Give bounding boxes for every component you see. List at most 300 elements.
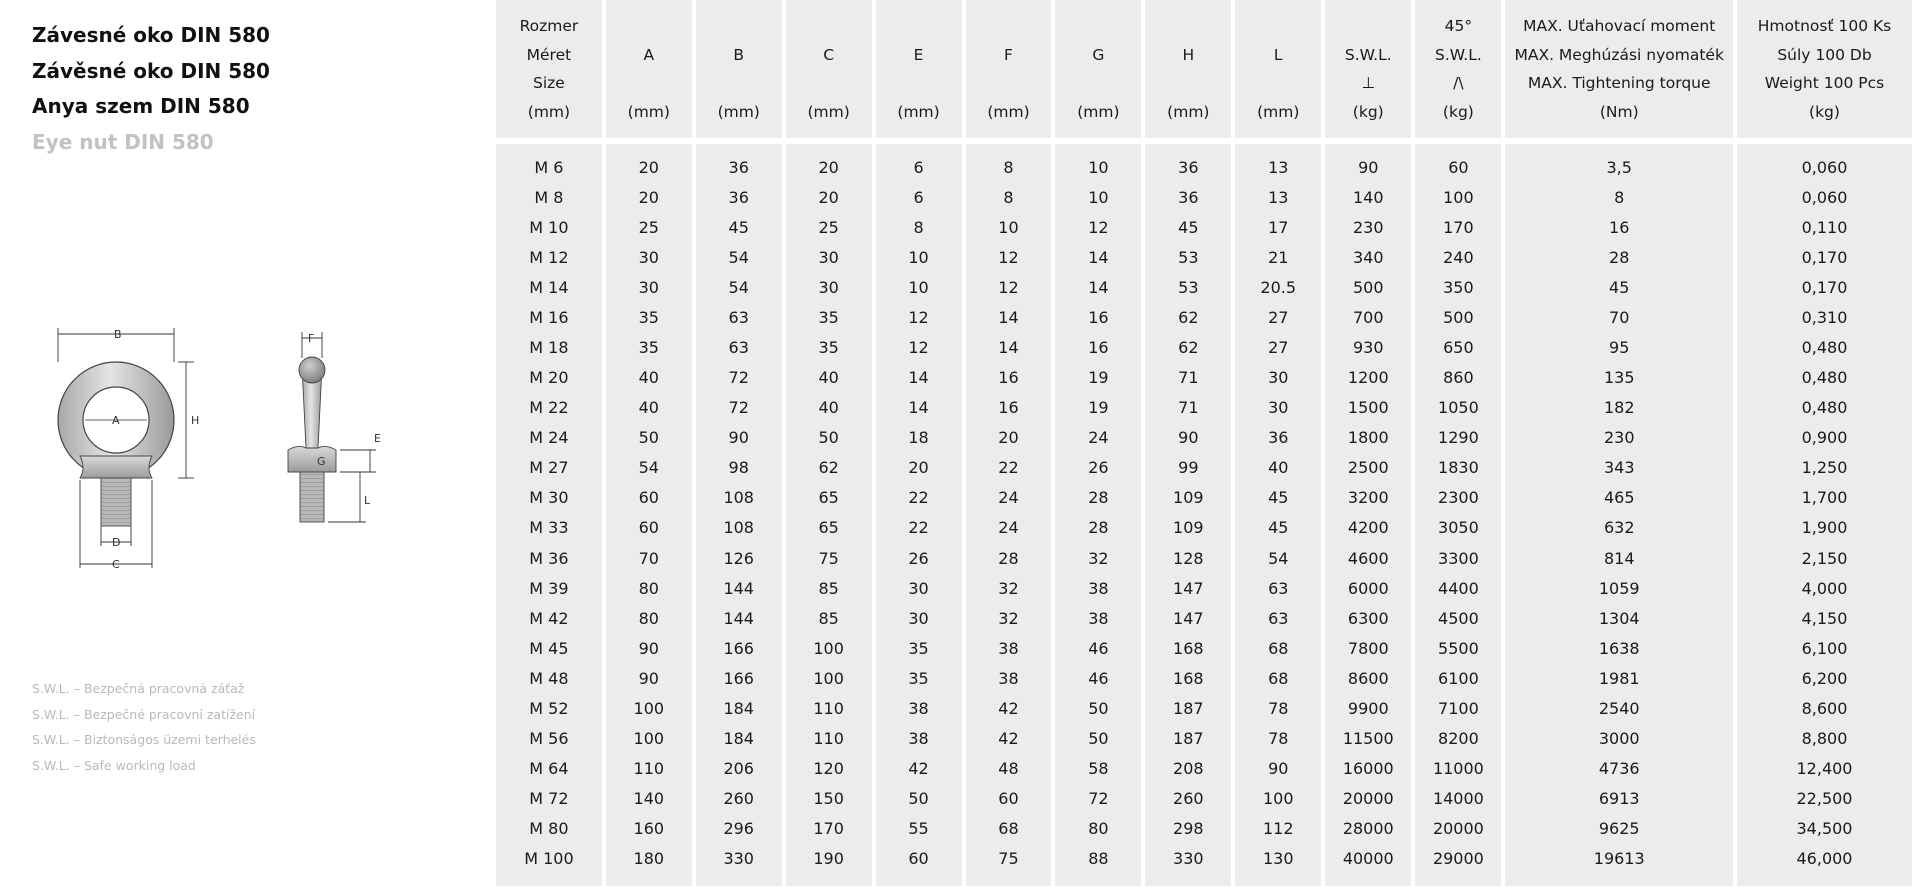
title-sk: Závesné oko DIN 580 bbox=[32, 23, 270, 47]
value-cell: 90 bbox=[696, 423, 782, 453]
value-cell: 99 bbox=[1145, 453, 1231, 483]
table-row bbox=[496, 393, 1912, 423]
column-header-line: Méret bbox=[526, 45, 572, 64]
size-cell: M 45 bbox=[496, 633, 602, 663]
value-cell: 95 bbox=[1505, 332, 1733, 362]
value-cell: 78 bbox=[1235, 693, 1321, 723]
column-header-line bbox=[966, 69, 1052, 98]
value-cell: 26 bbox=[876, 543, 962, 573]
value-cell: 62 bbox=[1145, 302, 1231, 332]
value-cell: 16000 bbox=[1325, 754, 1411, 784]
value-cell: 6913 bbox=[1505, 784, 1733, 814]
value-cell: 3200 bbox=[1325, 483, 1411, 513]
column-header-line: 45° bbox=[1444, 17, 1473, 35]
column-header-line: B bbox=[733, 45, 745, 64]
value-cell: 50 bbox=[1055, 723, 1141, 753]
table-row bbox=[496, 543, 1912, 573]
column-header-line: (mm) bbox=[897, 102, 940, 121]
value-cell: 20000 bbox=[1415, 814, 1501, 844]
value-cell: 36 bbox=[1145, 182, 1231, 212]
spacer-cell bbox=[1737, 144, 1912, 152]
column-header-line: (mm) bbox=[717, 102, 760, 121]
value-cell: 20.5 bbox=[1235, 272, 1321, 302]
column-header bbox=[606, 0, 692, 138]
spacer-cell bbox=[1055, 144, 1141, 152]
value-cell: 4736 bbox=[1505, 754, 1733, 784]
value-cell: 50 bbox=[1055, 693, 1141, 723]
spacer-cell bbox=[786, 144, 872, 152]
value-cell: 0,480 bbox=[1737, 332, 1912, 362]
column-header-line: Rozmer bbox=[519, 17, 579, 35]
value-cell: 42 bbox=[966, 723, 1052, 753]
size-cell: M 27 bbox=[496, 453, 602, 483]
value-cell: 90 bbox=[606, 663, 692, 693]
value-cell: 36 bbox=[1145, 152, 1231, 182]
value-cell: 182 bbox=[1505, 393, 1733, 423]
value-cell: 28 bbox=[1505, 242, 1733, 272]
value-cell: 28 bbox=[966, 543, 1052, 573]
spacer-cell bbox=[876, 874, 962, 886]
value-cell: 45 bbox=[1505, 272, 1733, 302]
spacer-cell bbox=[496, 144, 602, 152]
column-header-line: A bbox=[643, 45, 655, 64]
spacer-cell bbox=[1325, 874, 1411, 886]
value-cell: 110 bbox=[786, 723, 872, 753]
value-cell: 4,150 bbox=[1737, 603, 1912, 633]
value-cell: 30 bbox=[1235, 363, 1321, 393]
value-cell: 90 bbox=[606, 633, 692, 663]
table-row bbox=[496, 693, 1912, 723]
value-cell: 6 bbox=[876, 182, 962, 212]
table-row bbox=[496, 423, 1912, 453]
value-cell: 187 bbox=[1145, 693, 1231, 723]
value-cell: 20 bbox=[786, 152, 872, 182]
value-cell: 35 bbox=[786, 332, 872, 362]
value-cell: 1830 bbox=[1415, 453, 1501, 483]
value-cell: 30 bbox=[876, 603, 962, 633]
size-cell: M 18 bbox=[496, 332, 602, 362]
value-cell: 36 bbox=[696, 182, 782, 212]
value-cell: 108 bbox=[696, 513, 782, 543]
spacer-cell bbox=[876, 144, 962, 152]
value-cell: 465 bbox=[1505, 483, 1733, 513]
value-cell: 166 bbox=[696, 663, 782, 693]
value-cell: 38 bbox=[966, 663, 1052, 693]
value-cell: 30 bbox=[786, 242, 872, 272]
value-cell: 1981 bbox=[1505, 663, 1733, 693]
value-cell: 16 bbox=[1055, 302, 1141, 332]
value-cell: 12 bbox=[966, 272, 1052, 302]
value-cell: 88 bbox=[1055, 844, 1141, 874]
value-cell: 14 bbox=[876, 363, 962, 393]
label-f: F bbox=[308, 332, 315, 345]
value-cell: 40 bbox=[606, 363, 692, 393]
value-cell: 38 bbox=[1055, 603, 1141, 633]
value-cell: 25 bbox=[606, 212, 692, 242]
spacer-cell bbox=[966, 144, 1052, 152]
value-cell: 1800 bbox=[1325, 423, 1411, 453]
value-cell: 500 bbox=[1415, 302, 1501, 332]
value-cell: 80 bbox=[606, 573, 692, 603]
value-cell: 180 bbox=[606, 844, 692, 874]
column-header-line: Weight 100 Pcs bbox=[1764, 74, 1885, 92]
value-cell: 110 bbox=[786, 693, 872, 723]
value-cell: 22 bbox=[966, 453, 1052, 483]
value-cell: 144 bbox=[696, 573, 782, 603]
value-cell: 170 bbox=[1415, 212, 1501, 242]
value-cell: 54 bbox=[696, 272, 782, 302]
value-cell: 14 bbox=[1055, 272, 1141, 302]
value-cell: 70 bbox=[1505, 302, 1733, 332]
value-cell: 814 bbox=[1505, 543, 1733, 573]
value-cell: 63 bbox=[696, 302, 782, 332]
value-cell: 330 bbox=[1145, 844, 1231, 874]
label-a: A bbox=[112, 414, 120, 427]
specs-table bbox=[492, 0, 1916, 886]
value-cell: 46 bbox=[1055, 663, 1141, 693]
value-cell: 0,480 bbox=[1737, 363, 1912, 393]
value-cell: 22 bbox=[876, 513, 962, 543]
spacer-cell bbox=[966, 874, 1052, 886]
value-cell: 50 bbox=[876, 784, 962, 814]
size-cell: M 100 bbox=[496, 844, 602, 874]
title-en: Eye nut DIN 580 bbox=[32, 129, 214, 154]
column-header-line: (mm) bbox=[807, 102, 850, 121]
value-cell: 68 bbox=[1235, 663, 1321, 693]
value-cell: 9900 bbox=[1325, 693, 1411, 723]
size-cell: M 52 bbox=[496, 693, 602, 723]
value-cell: 700 bbox=[1325, 302, 1411, 332]
value-cell: 63 bbox=[1235, 573, 1321, 603]
value-cell: 22 bbox=[876, 483, 962, 513]
value-cell: 63 bbox=[696, 332, 782, 362]
value-cell: 144 bbox=[696, 603, 782, 633]
table-row bbox=[496, 182, 1912, 212]
spacer-cell bbox=[786, 874, 872, 886]
column-header-line: H bbox=[1182, 45, 1195, 64]
value-cell: 40000 bbox=[1325, 844, 1411, 874]
value-cell: 1059 bbox=[1505, 573, 1733, 603]
value-cell: 14 bbox=[876, 393, 962, 423]
value-cell: 650 bbox=[1415, 332, 1501, 362]
column-header bbox=[496, 0, 602, 138]
value-cell: 55 bbox=[876, 814, 962, 844]
table-row bbox=[496, 332, 1912, 362]
value-cell: 35 bbox=[786, 302, 872, 332]
column-header-line: Size bbox=[533, 74, 565, 92]
column-header-line bbox=[606, 69, 692, 98]
column-header-line bbox=[876, 12, 962, 41]
value-cell: 12 bbox=[966, 242, 1052, 272]
value-cell: 110 bbox=[606, 754, 692, 784]
spacer-cell bbox=[1145, 144, 1231, 152]
value-cell: 35 bbox=[876, 633, 962, 663]
spacer-cell bbox=[1415, 874, 1501, 886]
column-header-line bbox=[1055, 69, 1141, 98]
note-hu: S.W.L. – Biztonságos üzemi terhelés bbox=[32, 732, 256, 747]
value-cell: 22,500 bbox=[1737, 784, 1912, 814]
table-row bbox=[496, 453, 1912, 483]
size-cell: M 10 bbox=[496, 212, 602, 242]
column-header-line: C bbox=[823, 45, 835, 64]
column-header-line: (kg) bbox=[1352, 102, 1384, 121]
value-cell: 46 bbox=[1055, 633, 1141, 663]
value-cell: 70 bbox=[606, 543, 692, 573]
value-cell: 100 bbox=[606, 693, 692, 723]
table-row bbox=[496, 152, 1912, 182]
value-cell: 8 bbox=[966, 182, 1052, 212]
column-header-line bbox=[696, 12, 782, 41]
value-cell: 8600 bbox=[1325, 663, 1411, 693]
spacer-cell bbox=[606, 144, 692, 152]
value-cell: 53 bbox=[1145, 242, 1231, 272]
column-header-line bbox=[1145, 12, 1231, 41]
table-row bbox=[496, 844, 1912, 874]
column-header-line: (kg) bbox=[1809, 102, 1840, 121]
value-cell: 8 bbox=[876, 212, 962, 242]
value-cell: 63 bbox=[1235, 603, 1321, 633]
value-cell: 35 bbox=[606, 332, 692, 362]
table-row bbox=[496, 754, 1912, 784]
value-cell: 60 bbox=[876, 844, 962, 874]
value-cell: 0,060 bbox=[1737, 182, 1912, 212]
value-cell: 68 bbox=[1235, 633, 1321, 663]
label-l: L bbox=[364, 494, 371, 507]
value-cell: 168 bbox=[1145, 633, 1231, 663]
value-cell: 0,310 bbox=[1737, 302, 1912, 332]
spacer-row bbox=[496, 874, 1912, 886]
value-cell: 28 bbox=[1055, 483, 1141, 513]
value-cell: 140 bbox=[606, 784, 692, 814]
eye-nut-diagram bbox=[40, 318, 410, 578]
column-header bbox=[696, 0, 782, 138]
value-cell: 54 bbox=[606, 453, 692, 483]
value-cell: 1,700 bbox=[1737, 483, 1912, 513]
value-cell: 4,000 bbox=[1737, 573, 1912, 603]
value-cell: 14 bbox=[966, 332, 1052, 362]
value-cell: 62 bbox=[1145, 332, 1231, 362]
table-row bbox=[496, 633, 1912, 663]
value-cell: 0,110 bbox=[1737, 212, 1912, 242]
spacer-row bbox=[496, 144, 1912, 152]
size-cell: M 24 bbox=[496, 423, 602, 453]
value-cell: 12 bbox=[876, 302, 962, 332]
spacer-cell bbox=[1235, 874, 1321, 886]
value-cell: 36 bbox=[1235, 423, 1321, 453]
value-cell: 8 bbox=[1505, 182, 1733, 212]
size-cell: M 56 bbox=[496, 723, 602, 753]
value-cell: 6,100 bbox=[1737, 633, 1912, 663]
value-cell: 80 bbox=[606, 603, 692, 633]
value-cell: 53 bbox=[1145, 272, 1231, 302]
value-cell: 3050 bbox=[1415, 513, 1501, 543]
value-cell: 298 bbox=[1145, 814, 1231, 844]
value-cell: 26 bbox=[1055, 453, 1141, 483]
value-cell: 13 bbox=[1235, 182, 1321, 212]
value-cell: 40 bbox=[606, 393, 692, 423]
note-en: S.W.L. – Safe working load bbox=[32, 757, 196, 773]
value-cell: 14000 bbox=[1415, 784, 1501, 814]
value-cell: 60 bbox=[1415, 152, 1501, 182]
size-cell: M 36 bbox=[496, 543, 602, 573]
value-cell: 140 bbox=[1325, 182, 1411, 212]
column-header-line bbox=[696, 69, 782, 98]
column-header bbox=[1235, 0, 1321, 138]
value-cell: 98 bbox=[696, 453, 782, 483]
column-header-line bbox=[606, 12, 692, 41]
column-header-line bbox=[1145, 69, 1231, 98]
value-cell: 6300 bbox=[1325, 603, 1411, 633]
value-cell: 100 bbox=[606, 723, 692, 753]
value-cell: 1,900 bbox=[1737, 513, 1912, 543]
table-row bbox=[496, 513, 1912, 543]
value-cell: 28000 bbox=[1325, 814, 1411, 844]
title-hu: Anya szem DIN 580 bbox=[32, 94, 250, 118]
column-header-line bbox=[1055, 12, 1141, 41]
size-cell: M 30 bbox=[496, 483, 602, 513]
value-cell: 2500 bbox=[1325, 453, 1411, 483]
value-cell: 160 bbox=[606, 814, 692, 844]
column-header-line: L bbox=[1273, 45, 1283, 64]
value-cell: 6 bbox=[876, 152, 962, 182]
spacer-cell bbox=[1235, 144, 1321, 152]
value-cell: 2,150 bbox=[1737, 543, 1912, 573]
value-cell: 7100 bbox=[1415, 693, 1501, 723]
spacer-cell bbox=[1505, 144, 1733, 152]
value-cell: 20 bbox=[966, 423, 1052, 453]
value-cell: 20 bbox=[876, 453, 962, 483]
label-d: D bbox=[112, 536, 121, 549]
value-cell: 260 bbox=[696, 784, 782, 814]
value-cell: 72 bbox=[696, 363, 782, 393]
value-cell: 109 bbox=[1145, 513, 1231, 543]
value-cell: 135 bbox=[1505, 363, 1733, 393]
value-cell: 19 bbox=[1055, 363, 1141, 393]
value-cell: 7800 bbox=[1325, 633, 1411, 663]
table-row bbox=[496, 663, 1912, 693]
value-cell: 14 bbox=[1055, 242, 1141, 272]
value-cell: 48 bbox=[966, 754, 1052, 784]
value-cell: 4400 bbox=[1415, 573, 1501, 603]
column-header-line bbox=[786, 69, 872, 98]
value-cell: 45 bbox=[1235, 483, 1321, 513]
value-cell: 500 bbox=[1325, 272, 1411, 302]
column-header-line: G bbox=[1092, 45, 1105, 64]
value-cell: 71 bbox=[1145, 393, 1231, 423]
spacer-cell bbox=[1505, 874, 1733, 886]
value-cell: 16 bbox=[1055, 332, 1141, 362]
value-cell: 19 bbox=[1055, 393, 1141, 423]
value-cell: 28 bbox=[1055, 513, 1141, 543]
value-cell: 65 bbox=[786, 483, 872, 513]
value-cell: 40 bbox=[786, 393, 872, 423]
value-cell: 54 bbox=[696, 242, 782, 272]
value-cell: 75 bbox=[786, 543, 872, 573]
value-cell: 16 bbox=[966, 363, 1052, 393]
value-cell: 30 bbox=[876, 573, 962, 603]
value-cell: 2300 bbox=[1415, 483, 1501, 513]
value-cell: 100 bbox=[1235, 784, 1321, 814]
value-cell: 38 bbox=[1055, 573, 1141, 603]
value-cell: 10 bbox=[876, 272, 962, 302]
value-cell: 17 bbox=[1235, 212, 1321, 242]
value-cell: 50 bbox=[606, 423, 692, 453]
value-cell: 32 bbox=[966, 603, 1052, 633]
size-cell: M 6 bbox=[496, 152, 602, 182]
value-cell: 54 bbox=[1235, 543, 1321, 573]
value-cell: 330 bbox=[696, 844, 782, 874]
value-cell: 16 bbox=[1505, 212, 1733, 242]
value-cell: 0,060 bbox=[1737, 152, 1912, 182]
label-h: H bbox=[191, 414, 200, 427]
table-row bbox=[496, 483, 1912, 513]
value-cell: 126 bbox=[696, 543, 782, 573]
value-cell: 24 bbox=[966, 513, 1052, 543]
size-cell: M 42 bbox=[496, 603, 602, 633]
table-row bbox=[496, 723, 1912, 753]
value-cell: 296 bbox=[696, 814, 782, 844]
value-cell: 21 bbox=[1235, 242, 1321, 272]
specs-table-wrapper bbox=[496, 0, 1920, 896]
value-cell: 2540 bbox=[1505, 693, 1733, 723]
value-cell: 128 bbox=[1145, 543, 1231, 573]
value-cell: 230 bbox=[1325, 212, 1411, 242]
label-e: E bbox=[374, 432, 381, 445]
value-cell: 930 bbox=[1325, 332, 1411, 362]
column-header-line: Hmotnosť 100 Ks bbox=[1757, 17, 1892, 35]
column-header bbox=[1055, 0, 1141, 138]
column-header-line: /\ bbox=[1453, 74, 1464, 92]
value-cell: 1,250 bbox=[1737, 453, 1912, 483]
value-cell: 90 bbox=[1235, 754, 1321, 784]
spacer-cell bbox=[1737, 874, 1912, 886]
column-header bbox=[1415, 0, 1501, 138]
column-header-line bbox=[1235, 69, 1321, 98]
value-cell: 8 bbox=[966, 152, 1052, 182]
value-cell: 13 bbox=[1235, 152, 1321, 182]
value-cell: 46,000 bbox=[1737, 844, 1912, 874]
spacer-cell bbox=[1325, 144, 1411, 152]
value-cell: 240 bbox=[1415, 242, 1501, 272]
value-cell: 147 bbox=[1145, 573, 1231, 603]
value-cell: 5500 bbox=[1415, 633, 1501, 663]
value-cell: 0,170 bbox=[1737, 242, 1912, 272]
value-cell: 60 bbox=[606, 513, 692, 543]
value-cell: 40 bbox=[1235, 453, 1321, 483]
column-header-line bbox=[966, 12, 1052, 41]
value-cell: 30 bbox=[606, 272, 692, 302]
value-cell: 184 bbox=[696, 723, 782, 753]
column-header-line: (Nm) bbox=[1599, 102, 1639, 121]
column-header-line: (mm) bbox=[627, 102, 670, 121]
table-row bbox=[496, 272, 1912, 302]
value-cell: 0,900 bbox=[1737, 423, 1912, 453]
value-cell: 29000 bbox=[1415, 844, 1501, 874]
value-cell: 32 bbox=[1055, 543, 1141, 573]
value-cell: 40 bbox=[786, 363, 872, 393]
note-cz: S.W.L. – Bezpečné pracovní zatížení bbox=[32, 706, 256, 722]
value-cell: 62 bbox=[786, 453, 872, 483]
value-cell: 60 bbox=[966, 784, 1052, 814]
value-cell: 3300 bbox=[1415, 543, 1501, 573]
column-header-line: F bbox=[1004, 45, 1013, 64]
value-cell: 35 bbox=[876, 663, 962, 693]
value-cell: 25 bbox=[786, 212, 872, 242]
value-cell: 112 bbox=[1235, 814, 1321, 844]
column-header-line: S.W.L. bbox=[1344, 45, 1392, 64]
value-cell: 860 bbox=[1415, 363, 1501, 393]
value-cell: 6100 bbox=[1415, 663, 1501, 693]
